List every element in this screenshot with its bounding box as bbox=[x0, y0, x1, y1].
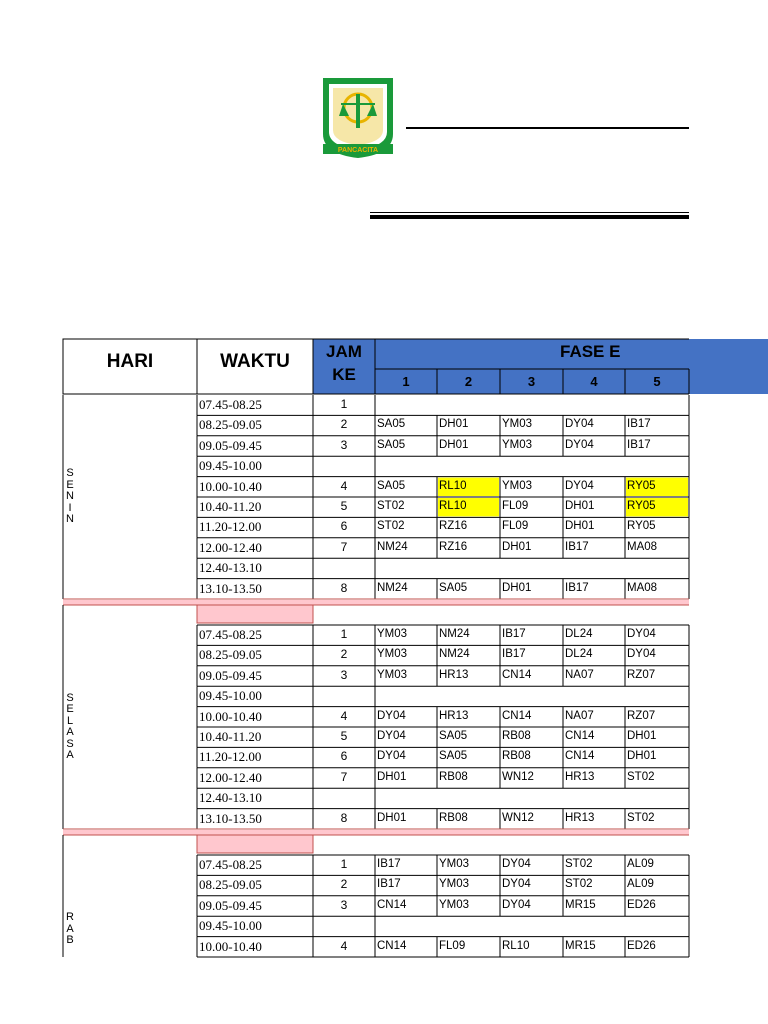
time-slot: 09.05-09.45 bbox=[199, 667, 262, 683]
lesson-number: 3 bbox=[340, 437, 348, 452]
col-header-ke: KE bbox=[332, 365, 356, 384]
time-slot: 13.10-13.50 bbox=[199, 580, 262, 596]
lesson-number: 8 bbox=[340, 810, 348, 825]
lesson-number: 7 bbox=[340, 539, 348, 554]
lesson-number: 5 bbox=[340, 499, 348, 513]
time-slot: 07.45-08.25 bbox=[199, 857, 262, 872]
teacher-code: IB17 bbox=[627, 418, 651, 431]
teacher-code: YM03 bbox=[439, 898, 470, 911]
teacher-code: WN12 bbox=[502, 811, 534, 824]
teacher-code: HR13 bbox=[439, 668, 469, 681]
teacher-code: DH01 bbox=[377, 770, 407, 783]
fase-label: FASE E bbox=[560, 342, 621, 361]
lesson-number: 2 bbox=[340, 647, 348, 662]
lesson-number bbox=[313, 558, 375, 578]
teacher-code: WN12 bbox=[502, 770, 534, 783]
teacher-code: SA05 bbox=[377, 479, 406, 492]
lesson-number: 3 bbox=[340, 897, 348, 912]
teacher-code: DY04 bbox=[565, 438, 594, 451]
class-number-3: 3 bbox=[527, 374, 536, 389]
teacher-code: NM24 bbox=[377, 540, 408, 553]
logo-text: PANCACITA bbox=[337, 147, 379, 154]
teacher-code: IB17 bbox=[627, 438, 651, 451]
teacher-code: ST02 bbox=[377, 500, 405, 512]
teacher-code: YM03 bbox=[502, 479, 533, 492]
teacher-code: RB08 bbox=[502, 750, 531, 763]
teacher-code: RZ16 bbox=[439, 540, 468, 553]
day-separator-bar bbox=[63, 830, 689, 835]
time-slot: 08.25-09.05 bbox=[199, 877, 262, 893]
teacher-code: DH01 bbox=[627, 730, 657, 742]
teacher-code: DY04 bbox=[565, 418, 594, 431]
teacher-code: DH01 bbox=[502, 581, 532, 594]
day-letter: S bbox=[66, 737, 74, 750]
class-number-2: 2 bbox=[464, 374, 473, 389]
time-slot: 10.00-10.40 bbox=[199, 478, 262, 494]
time-slot: 08.25-09.05 bbox=[199, 417, 262, 433]
teacher-code: DY04 bbox=[502, 878, 531, 891]
lesson-number: 7 bbox=[340, 769, 348, 784]
teacher-code: YM03 bbox=[377, 628, 408, 640]
teacher-code: MA08 bbox=[627, 581, 658, 594]
teacher-code: IB17 bbox=[565, 581, 589, 594]
time-slot: 12.00-12.40 bbox=[199, 539, 262, 555]
teacher-code bbox=[437, 788, 500, 808]
lesson-number bbox=[313, 456, 375, 476]
lesson-number: 2 bbox=[340, 877, 348, 892]
time-slot: 07.45-08.25 bbox=[199, 627, 262, 642]
day-separator-bar bbox=[63, 600, 689, 605]
day-letter: B bbox=[66, 934, 74, 946]
teacher-code bbox=[500, 686, 563, 706]
day-letter: L bbox=[66, 714, 74, 727]
teacher-code bbox=[625, 395, 689, 415]
teacher-code: NM24 bbox=[439, 628, 470, 640]
teacher-code: DH01 bbox=[627, 750, 657, 763]
teacher-code: CN14 bbox=[377, 939, 407, 952]
time-slot: 09.05-09.45 bbox=[199, 437, 262, 453]
teacher-code: SA05 bbox=[439, 750, 468, 763]
teacher-code bbox=[375, 395, 437, 415]
teacher-code bbox=[375, 916, 437, 936]
day-letter: N bbox=[66, 513, 74, 526]
lesson-number: 4 bbox=[340, 938, 348, 953]
teacher-code: MR15 bbox=[565, 898, 596, 911]
teacher-code: RL10 bbox=[439, 479, 467, 492]
teacher-code: NM24 bbox=[377, 581, 408, 594]
day-letter: S bbox=[66, 467, 74, 480]
teacher-code: HR13 bbox=[565, 770, 595, 783]
teacher-code: IB17 bbox=[377, 858, 401, 870]
teacher-code: IB17 bbox=[565, 540, 589, 553]
teacher-code: CN14 bbox=[565, 750, 595, 763]
teacher-code: RZ07 bbox=[627, 709, 656, 722]
teacher-code: DY04 bbox=[502, 858, 531, 870]
teacher-code: FL09 bbox=[439, 939, 466, 952]
lesson-number: 1 bbox=[340, 857, 348, 871]
class-number-1: 1 bbox=[402, 374, 410, 389]
lesson-number: 6 bbox=[340, 519, 348, 534]
lesson-number bbox=[313, 916, 375, 936]
day-name-selasa bbox=[66, 693, 74, 762]
day-letter: E bbox=[66, 478, 74, 491]
teacher-code: SA05 bbox=[377, 418, 406, 431]
teacher-code: NM24 bbox=[439, 648, 470, 661]
teacher-code: ST02 bbox=[565, 858, 593, 870]
time-slot: 07.45-08.25 bbox=[199, 397, 262, 412]
teacher-code: FL09 bbox=[502, 520, 529, 533]
teacher-code: IB17 bbox=[377, 878, 401, 891]
teacher-code: RB08 bbox=[502, 730, 531, 742]
time-slot: 11.20-12.00 bbox=[199, 519, 262, 535]
teacher-code bbox=[437, 558, 500, 578]
lesson-number: 2 bbox=[340, 417, 348, 432]
day-letter: A bbox=[66, 726, 74, 738]
lesson-number: 4 bbox=[340, 478, 348, 493]
teacher-code: ST02 bbox=[627, 770, 655, 783]
teacher-code: DH01 bbox=[565, 500, 595, 512]
day-letter: N bbox=[66, 490, 74, 503]
teacher-code: SA05 bbox=[439, 581, 468, 594]
day-name-rab bbox=[66, 912, 74, 947]
lesson-number: 6 bbox=[340, 749, 348, 764]
day-letter: A bbox=[66, 922, 74, 935]
teacher-code: SA05 bbox=[439, 730, 468, 742]
time-slot: 08.25-09.05 bbox=[199, 647, 262, 663]
teacher-code: AL09 bbox=[627, 858, 654, 870]
col-header-hari: HARI bbox=[106, 352, 154, 372]
teacher-code: RB08 bbox=[439, 770, 468, 783]
teacher-code bbox=[500, 395, 563, 415]
day-letter: E bbox=[66, 703, 74, 715]
teacher-code: YM03 bbox=[502, 418, 533, 431]
time-slot: 10.00-10.40 bbox=[199, 708, 262, 724]
teacher-code: CN14 bbox=[502, 668, 532, 681]
teacher-code bbox=[625, 456, 689, 476]
teacher-code: DY04 bbox=[627, 648, 656, 661]
teacher-code: RZ07 bbox=[627, 668, 656, 681]
time-slot: 12.40-13.10 bbox=[199, 790, 262, 806]
teacher-code bbox=[563, 456, 625, 476]
lesson-number: 5 bbox=[340, 729, 348, 743]
class-number-4: 4 bbox=[590, 374, 598, 389]
teacher-code: MR15 bbox=[565, 939, 596, 952]
time-slot: 11.20-12.00 bbox=[199, 749, 262, 765]
teacher-code: YM03 bbox=[502, 438, 533, 451]
teacher-code: NA07 bbox=[565, 709, 594, 722]
time-slot: 12.40-13.10 bbox=[199, 560, 262, 576]
separator-waktu-cell bbox=[197, 835, 313, 853]
teacher-code: DY04 bbox=[565, 479, 594, 492]
teacher-code bbox=[437, 395, 500, 415]
teacher-code: DH01 bbox=[439, 438, 469, 451]
teacher-code bbox=[437, 916, 500, 936]
time-slot: 09.45-10.00 bbox=[199, 458, 262, 474]
teacher-code: DL24 bbox=[565, 648, 593, 661]
teacher-code: DH01 bbox=[502, 540, 532, 553]
teacher-code bbox=[500, 916, 563, 936]
teacher-code: ST02 bbox=[627, 811, 655, 824]
teacher-code: RZ16 bbox=[439, 520, 468, 533]
teacher-code: DY04 bbox=[627, 628, 656, 640]
day-letter: R bbox=[66, 911, 74, 923]
teacher-code: YM03 bbox=[439, 858, 470, 870]
teacher-code bbox=[375, 788, 437, 808]
separator-waktu-cell bbox=[197, 605, 313, 623]
time-slot: 13.10-13.50 bbox=[199, 810, 262, 826]
teacher-code bbox=[563, 686, 625, 706]
teacher-code: IB17 bbox=[502, 648, 526, 661]
lesson-number: 1 bbox=[340, 397, 348, 411]
teacher-code bbox=[625, 916, 689, 936]
time-slot: 09.05-09.45 bbox=[199, 897, 262, 913]
teacher-code: CN14 bbox=[565, 730, 595, 742]
day-name-senin bbox=[66, 468, 74, 526]
teacher-code: IB17 bbox=[502, 628, 526, 640]
lesson-number: 4 bbox=[340, 708, 348, 723]
teacher-code: ED26 bbox=[627, 939, 656, 952]
teacher-code: FL09 bbox=[502, 500, 529, 512]
teacher-code: ST02 bbox=[377, 520, 405, 533]
teacher-code: ED26 bbox=[627, 898, 656, 911]
teacher-code: DH01 bbox=[377, 811, 407, 824]
teacher-code: SA05 bbox=[377, 438, 406, 451]
teacher-code: RY05 bbox=[627, 520, 656, 533]
teacher-code bbox=[437, 686, 500, 706]
day-letter: S bbox=[66, 691, 74, 704]
lesson-number: 1 bbox=[340, 627, 348, 641]
col-header-jam: JAM bbox=[326, 342, 362, 361]
teacher-code bbox=[563, 788, 625, 808]
time-slot: 10.40-11.20 bbox=[199, 499, 262, 514]
teacher-code: MA08 bbox=[627, 540, 658, 553]
teacher-code bbox=[375, 686, 437, 706]
teacher-code bbox=[500, 456, 563, 476]
teacher-code: DY04 bbox=[377, 730, 406, 742]
teacher-code: RL10 bbox=[502, 939, 530, 952]
teacher-code bbox=[625, 686, 689, 706]
teacher-code: CN14 bbox=[377, 898, 407, 911]
teacher-code: NA07 bbox=[565, 668, 594, 681]
teacher-code: DY04 bbox=[377, 709, 406, 722]
teacher-code bbox=[375, 558, 437, 578]
day-letter: A bbox=[66, 749, 74, 761]
teacher-code: CN14 bbox=[502, 709, 532, 722]
lesson-number bbox=[313, 686, 375, 706]
teacher-code: YM03 bbox=[439, 878, 470, 891]
teacher-code: HR13 bbox=[439, 709, 469, 722]
lesson-number: 8 bbox=[340, 580, 348, 595]
teacher-code bbox=[563, 395, 625, 415]
teacher-code bbox=[563, 558, 625, 578]
teacher-code: ST02 bbox=[565, 878, 593, 891]
teacher-code: DH01 bbox=[565, 520, 595, 533]
teacher-code bbox=[563, 916, 625, 936]
teacher-code: RL10 bbox=[439, 500, 467, 512]
teacher-code: RY05 bbox=[627, 500, 656, 512]
teacher-code: RB08 bbox=[439, 811, 468, 824]
day-letter: I bbox=[68, 501, 72, 514]
lesson-number bbox=[313, 788, 375, 808]
teacher-code: HR13 bbox=[565, 811, 595, 824]
teacher-code: RY05 bbox=[627, 479, 656, 492]
teacher-code: YM03 bbox=[377, 648, 408, 661]
teacher-code: DY04 bbox=[502, 898, 531, 911]
teacher-code bbox=[500, 558, 563, 578]
class-number-5: 5 bbox=[653, 374, 661, 389]
teacher-code bbox=[625, 558, 689, 578]
time-slot: 09.45-10.00 bbox=[199, 688, 262, 704]
time-slot: 12.00-12.40 bbox=[199, 769, 262, 785]
col-header-waktu: WAKTU bbox=[220, 352, 290, 372]
lesson-number: 3 bbox=[340, 667, 348, 682]
time-slot: 09.45-10.00 bbox=[199, 918, 262, 934]
teacher-code bbox=[437, 456, 500, 476]
teacher-code bbox=[375, 456, 437, 476]
time-slot: 10.40-11.20 bbox=[199, 729, 262, 744]
teacher-code: DH01 bbox=[439, 418, 469, 431]
teacher-code: AL09 bbox=[627, 878, 654, 891]
teacher-code: DY04 bbox=[377, 750, 406, 763]
teacher-code: YM03 bbox=[377, 668, 408, 681]
teacher-code bbox=[625, 788, 689, 808]
teacher-code: DL24 bbox=[565, 628, 593, 640]
time-slot: 10.00-10.40 bbox=[199, 938, 262, 954]
teacher-code bbox=[500, 788, 563, 808]
